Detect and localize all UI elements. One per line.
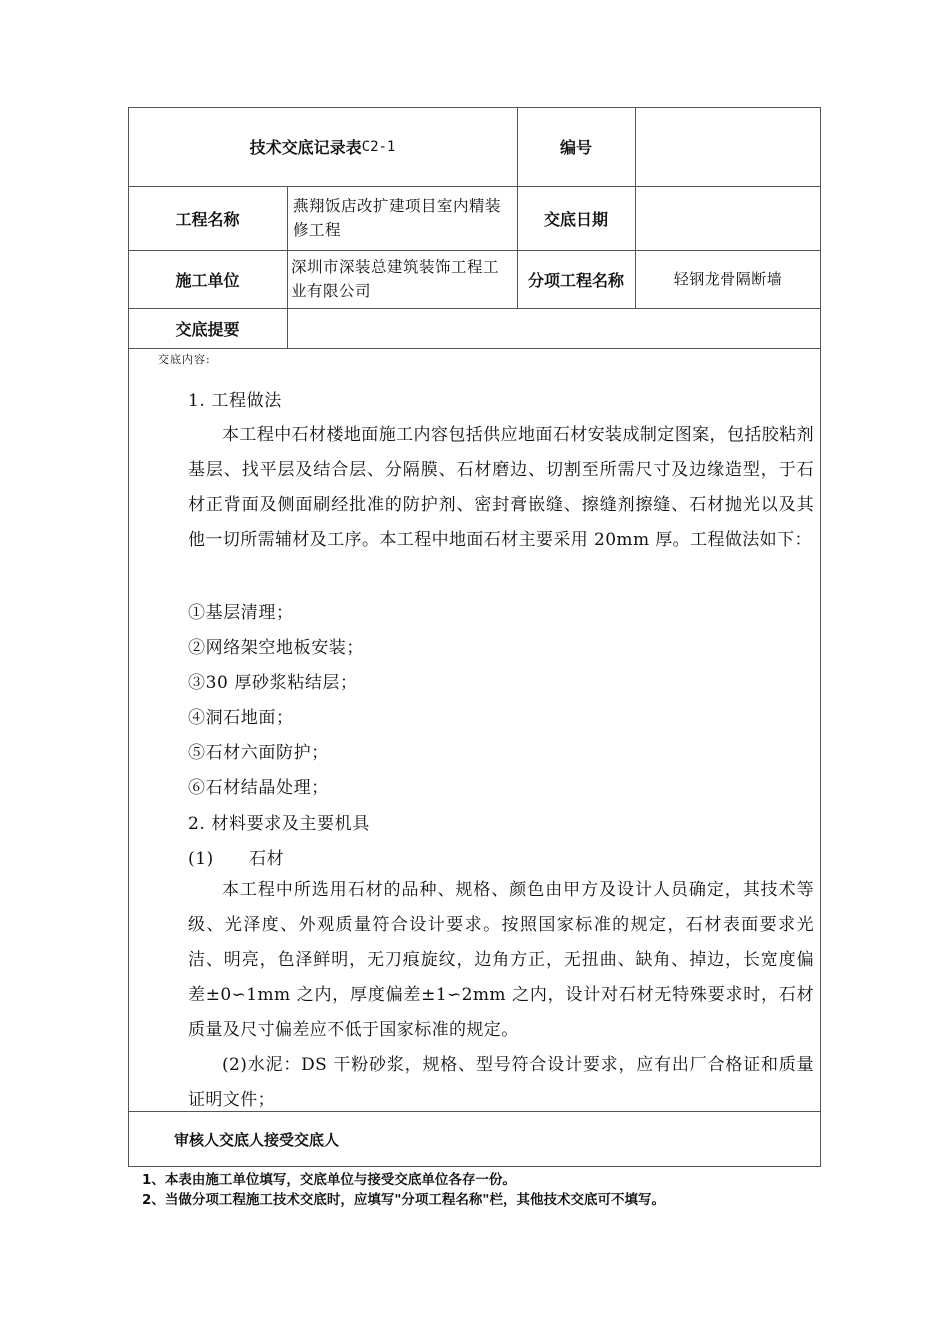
section-heading: 2. 材料要求及主要机具 <box>188 814 370 834</box>
process-step: ①基层清理； <box>188 603 294 623</box>
number-value[interactable] <box>635 107 821 186</box>
signature-row: 审核人交底人接受交底人 <box>174 1131 340 1149</box>
contractor-value: 深圳市深装总建筑装饰工程工业有限公司 <box>291 258 500 300</box>
summary-label: 交底提要 <box>175 319 240 339</box>
section-heading: 1. 工程做法 <box>188 391 282 411</box>
process-step: ②网络架空地板安装； <box>188 638 364 658</box>
process-step: ⑥石材结晶处理； <box>188 778 329 798</box>
content-paragraph: 本工程中石材楼地面施工内容包括供应地面石材安装成制定图案，包括胶粘剂基层、找平层及结合层、分隔膜、石材磨边、切割至所需尺寸及边缘造型，于石材正背面及侧面刷经批准的防护剂、密封膏嵌缝、擦缝剂擦缝、石材抛光以及其他一切所需辅材及工序。本工程中地面石材主要采用 20mm 厚。工程做法如下： <box>188 425 814 550</box>
form-title-text: 技术交底记录表 <box>249 138 362 157</box>
row-divider <box>128 348 821 349</box>
footnote: 1、本表由施工单位填写，交底单位与接受交底单位各存一份。 <box>142 1172 516 1188</box>
summary-value[interactable] <box>287 308 821 348</box>
sub-heading: (1) 石材 <box>188 849 285 869</box>
form-code: C2-1 <box>361 138 396 155</box>
content-label: 交底内容: <box>158 353 211 366</box>
subproject-value: 轻钢龙骨隔断墙 <box>673 270 783 288</box>
date-label: 交底日期 <box>543 209 608 229</box>
subproject-label: 分项工程名称 <box>527 270 624 290</box>
process-step: ⑤石材六面防护； <box>188 743 329 763</box>
project-name-label: 工程名称 <box>175 209 240 229</box>
row-divider <box>128 1111 821 1112</box>
date-value[interactable] <box>635 186 821 250</box>
process-step: ③30 厚砂浆粘结层； <box>188 673 358 693</box>
number-label: 编号 <box>559 138 592 157</box>
form-title <box>128 107 517 186</box>
content-paragraph: (2)水泥：DS 干粉砂浆，规格、型号符合设计要求，应有出厂合格证和质量证明文件； <box>188 1055 814 1110</box>
content-paragraph: 本工程中所选用石材的品种、规格、颜色由甲方及设计人员确定，其技术等级、光泽度、外观质量符合设计要求。按照国家标准的规定，石材表面要求光洁、明亮，色泽鲜明，无刀痕旋纹，边角方正，无扭曲、缺角、掉边，长宽度偏差±0∽1mm 之内，厚度偏差±1∽2mm 之内，设计对石材无特殊要求时，石材质量及尺寸偏差应不低于国家标准的规定。 <box>188 880 814 1040</box>
project-name-value: 燕翔饭店改扩建项目室内精装修工程 <box>293 197 502 239</box>
process-step: ④洞石地面； <box>188 708 294 728</box>
footnote: 2、当做分项工程施工技术交底时，应填写"分项工程名称"栏，其他技术交底可不填写。 <box>142 1192 665 1208</box>
contractor-label: 施工单位 <box>175 270 240 290</box>
